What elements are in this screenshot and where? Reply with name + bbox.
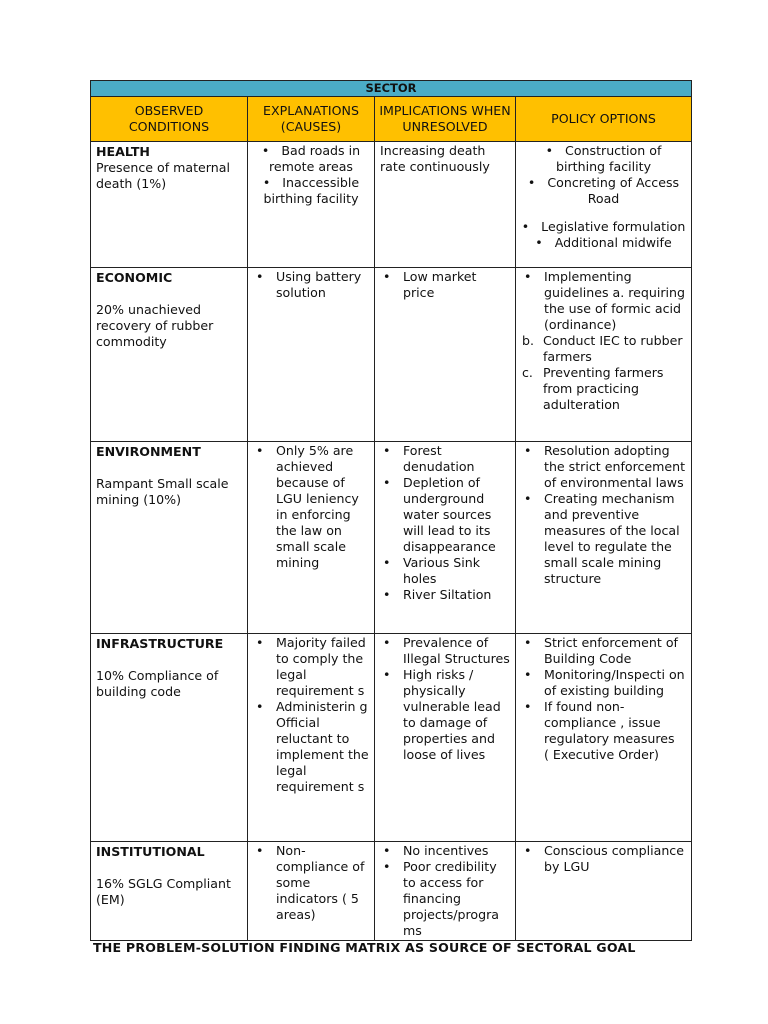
- list-item: • Additional midwife: [521, 235, 686, 251]
- sector-header-row: [91, 81, 692, 97]
- list-item: • Only 5% are achieved because of LGU leniency in enforcing the law on small scale mining: [253, 443, 369, 571]
- list-item: • Depletion of underground water sources will lead to its disappearance: [380, 475, 510, 555]
- condition-text: 20% unachieved recovery of rubber commodity: [96, 302, 214, 349]
- column-header-implications: IMPLICATIONS WHEN UNRESOLVED: [375, 97, 516, 142]
- item-label: c.: [522, 365, 533, 380]
- table-row-institutional: [91, 842, 692, 941]
- policy-note: ( Executive Order): [544, 747, 659, 762]
- item-text: Preventing farmers from practicing adulteration: [543, 365, 664, 412]
- sector-name: HEALTH: [96, 144, 150, 159]
- list-item: • Prevalence of Illegal Structures: [380, 635, 510, 667]
- implications-cell: [375, 268, 516, 442]
- condition-text: Rampant Small scale mining (10%): [96, 476, 229, 507]
- list-item: [521, 365, 686, 413]
- list-item: • Legislative formulation: [521, 219, 686, 235]
- list-item: • High risks / physically vulnerable lead to damage of properties and loose of lives: [380, 667, 510, 763]
- condition-text: 16% SGLG Compliant (EM): [96, 876, 231, 907]
- causes-cell: [248, 842, 375, 941]
- list-item: • River Siltation: [380, 587, 510, 603]
- implications-cell: [375, 842, 516, 941]
- column-header-explanations: EXPLANATIONS (CAUSES): [248, 97, 375, 142]
- causes-cell: [248, 442, 375, 634]
- implication-text: Increasing death rate continuously: [380, 143, 490, 174]
- list-item: • Majority failed to comply the legal requirement s: [253, 635, 369, 699]
- condition-text: Presence of maternal death (1%): [96, 160, 230, 191]
- item-text: Conduct IEC to rubber farmers: [543, 333, 683, 364]
- policy-cell: [516, 142, 692, 268]
- list-item: • Monitoring/Inspecti on of existing building: [521, 667, 686, 699]
- policy-cell: [516, 842, 692, 941]
- list-item: • Various Sink holes: [380, 555, 510, 587]
- observed-cell: [91, 634, 248, 842]
- implications-cell: [375, 142, 516, 268]
- list-item: • Construction of birthing facility: [521, 143, 686, 175]
- policy-cell: [516, 268, 692, 442]
- list-item: • Conscious compliance by LGU: [521, 843, 686, 875]
- causes-cell: [248, 142, 375, 268]
- list-item: • Strict enforcement of Building Code: [521, 635, 686, 667]
- matrix-caption: THE PROBLEM-SOLUTION FINDING MATRIX AS SOURCE OF SECTORAL GOAL: [93, 940, 636, 955]
- table-row-economic: [91, 268, 692, 442]
- list-item: • No incentives: [380, 843, 510, 859]
- list-item: • Using battery solution: [253, 269, 369, 301]
- list-item: • Low market price: [380, 269, 510, 301]
- list-item: • Non-compliance of some indicators ( 5 areas): [253, 843, 369, 923]
- table-row-health: [91, 142, 692, 268]
- implications-cell: [375, 442, 516, 634]
- list-item: [521, 333, 686, 365]
- condition-text: 10% Compliance of building code: [96, 668, 219, 699]
- observed-cell: [91, 442, 248, 634]
- column-header-policy: POLICY OPTIONS: [516, 97, 692, 142]
- sector-header: SECTOR: [91, 81, 692, 97]
- list-item: • Creating mechanism and preventive measures of the local level to regulate the small scale mining structure: [521, 491, 686, 587]
- implications-cell: [375, 634, 516, 842]
- column-header-observed: OBSERVED CONDITIONS: [91, 97, 248, 142]
- policy-cell: [516, 634, 692, 842]
- causes-cell: [248, 634, 375, 842]
- problem-solution-matrix: [90, 80, 692, 941]
- sector-name: INFRASTRUCTURE: [96, 636, 224, 651]
- table-row-infrastructure: [91, 634, 692, 842]
- item-label: b.: [522, 333, 534, 348]
- list-item: • Administerin g Official reluctant to implement the legal requirement s: [253, 699, 369, 795]
- list-item: • Concreting of Access Road: [521, 175, 686, 207]
- column-header-row: [91, 97, 692, 142]
- table-row-environment: [91, 442, 692, 634]
- observed-cell: [91, 142, 248, 268]
- list-item: • Poor credibility to access for financing projects/progra ms: [380, 859, 510, 939]
- policy-cell: [516, 442, 692, 634]
- observed-cell: [91, 842, 248, 941]
- list-item: • Implementing guidelines a. requiring the use of formic acid (ordinance): [521, 269, 686, 333]
- list-item: • If found non-compliance , issue regulatory measures: [521, 699, 686, 747]
- sector-name: ECONOMIC: [96, 270, 173, 285]
- list-item: • Inaccessible birthing facility: [253, 175, 369, 207]
- sector-name: ENVIRONMENT: [96, 444, 201, 459]
- sector-name: INSTITUTIONAL: [96, 844, 205, 859]
- observed-cell: [91, 268, 248, 442]
- list-item: • Forest denudation: [380, 443, 510, 475]
- list-item: • Bad roads in remote areas: [253, 143, 369, 175]
- causes-cell: [248, 268, 375, 442]
- list-item: • Resolution adopting the strict enforcement of environmental laws: [521, 443, 686, 491]
